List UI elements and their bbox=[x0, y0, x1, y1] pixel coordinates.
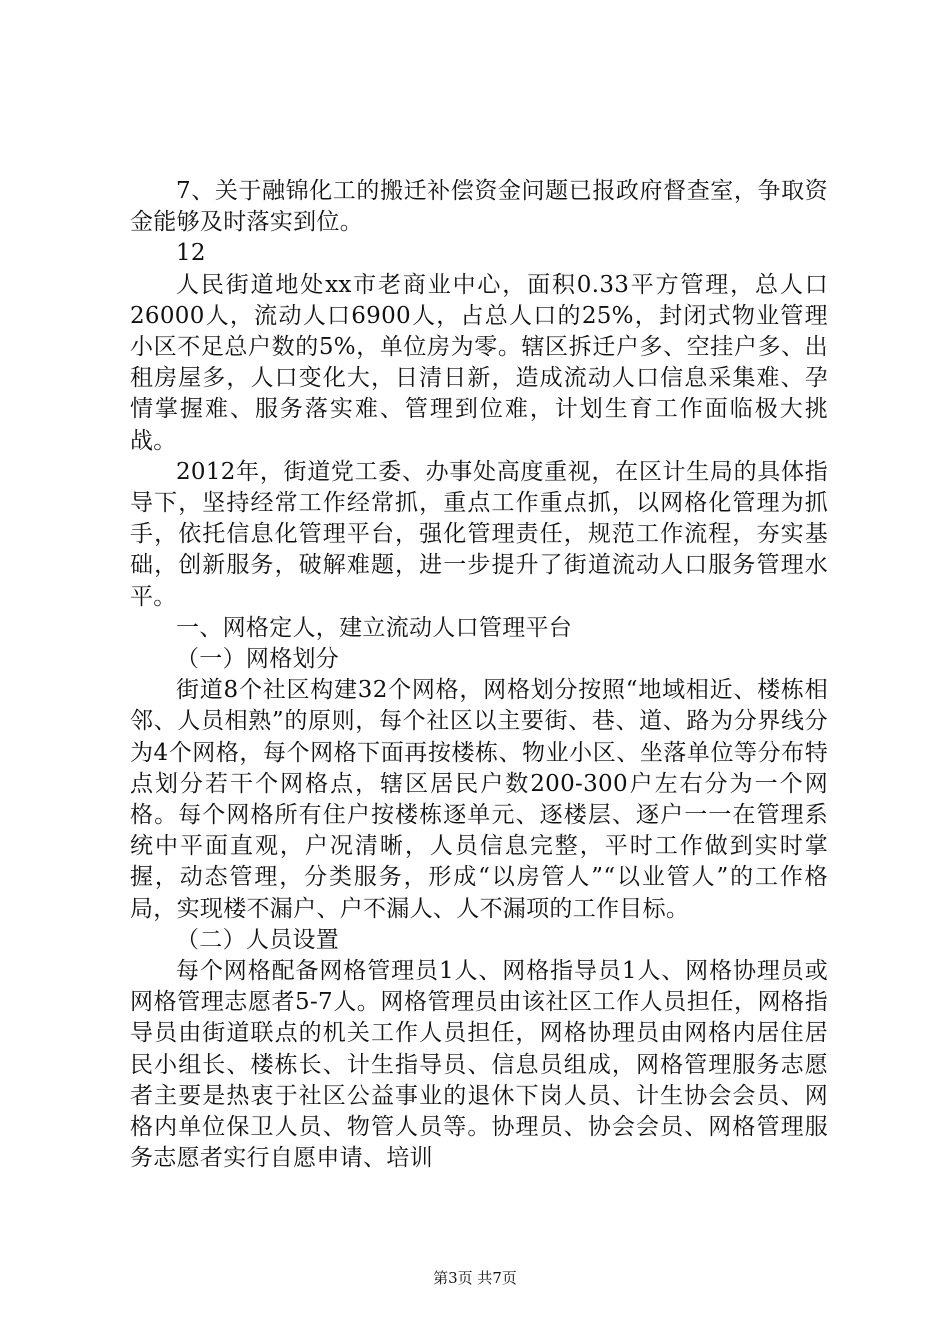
paragraph-grid-division: 街道8个社区构建32个网格，网格划分按照“地域相近、楼栋相邻、人员相熟”的原则，每个社区以主要街、巷、道、路为分界线分为4个网格，每个网格下面再按楼栋、物业小区、坐落单位等分布特点划分若干个网格点，辖区居民户数200-300户左右分为一个网格。每个网格所有住户按楼栋逐单元、逐楼层、逐户一一在管理系统中平面直观，户况清晰，人员信息完整，平时工作做到实时掌握，动态管理，分类服务，形成“以房管人”“以业管人”的工作格局，实现楼不漏户、户不漏人、人不漏项的工作目标。 bbox=[130, 677, 828, 922]
document-body bbox=[130, 176, 828, 1175]
paragraph-2012: 2012年，街道党工委、办事处高度重视，在区计生局的具体指导下，坚持经常工作经常抓，重点工作重点抓，以网格化管理为抓手，依托信息化管理平台，强化管理责任，规范工作流程，夯实基础，创新服务，破解难题，进一步提升了街道流动人口服务管理水平。 bbox=[130, 458, 828, 610]
section-heading-1: 一、网格定人，建立流动人口管理平台 bbox=[176, 614, 573, 641]
paragraph-number: 12 bbox=[176, 240, 206, 267]
page-footer: 第3页 共7页 bbox=[433, 1269, 517, 1287]
subsection-heading-2: （二）人员设置 bbox=[176, 926, 340, 953]
paragraph-staffing: 每个网格配备网格管理员1人、网格指导员1人、网格协理员或网格管理志愿者5-7人。网格管理员由该社区工作人员担任，网格指导员由街道联点的机关工作人员担任，网格协理员由网格内居住居民小组长、楼栋长、计生指导员、信息员组成，网格管理服务志愿者主要是热衷于社区公益事业的退休下岗人员、计生协会会员、网格内单位保卫人员、物管人员等。协理员、协会会员、网格管理服务志愿者实行自愿申请、培训 bbox=[130, 958, 828, 1172]
paragraph-item-7: 7、关于融锦化工的搬迁补偿资金问题已报政府督查室，争取资金能够及时落实到位。 bbox=[130, 178, 828, 236]
paragraph-overview: 人民街道地处xx市老商业中心，面积0.33平方管理，总人口26000人，流动人口6900人，占总人口的25%，封闭式物业管理小区不足总户数的5%，单位房为零。辖区拆迁户多、空挂户多、出租房屋多，人口变化大，日清日新，造成流动人口信息采集难、孕情掌握难、服务落实难、管理到位难，计划生育工作面临极大挑战。 bbox=[130, 271, 828, 454]
subsection-heading-1: （一）网格划分 bbox=[176, 646, 340, 673]
